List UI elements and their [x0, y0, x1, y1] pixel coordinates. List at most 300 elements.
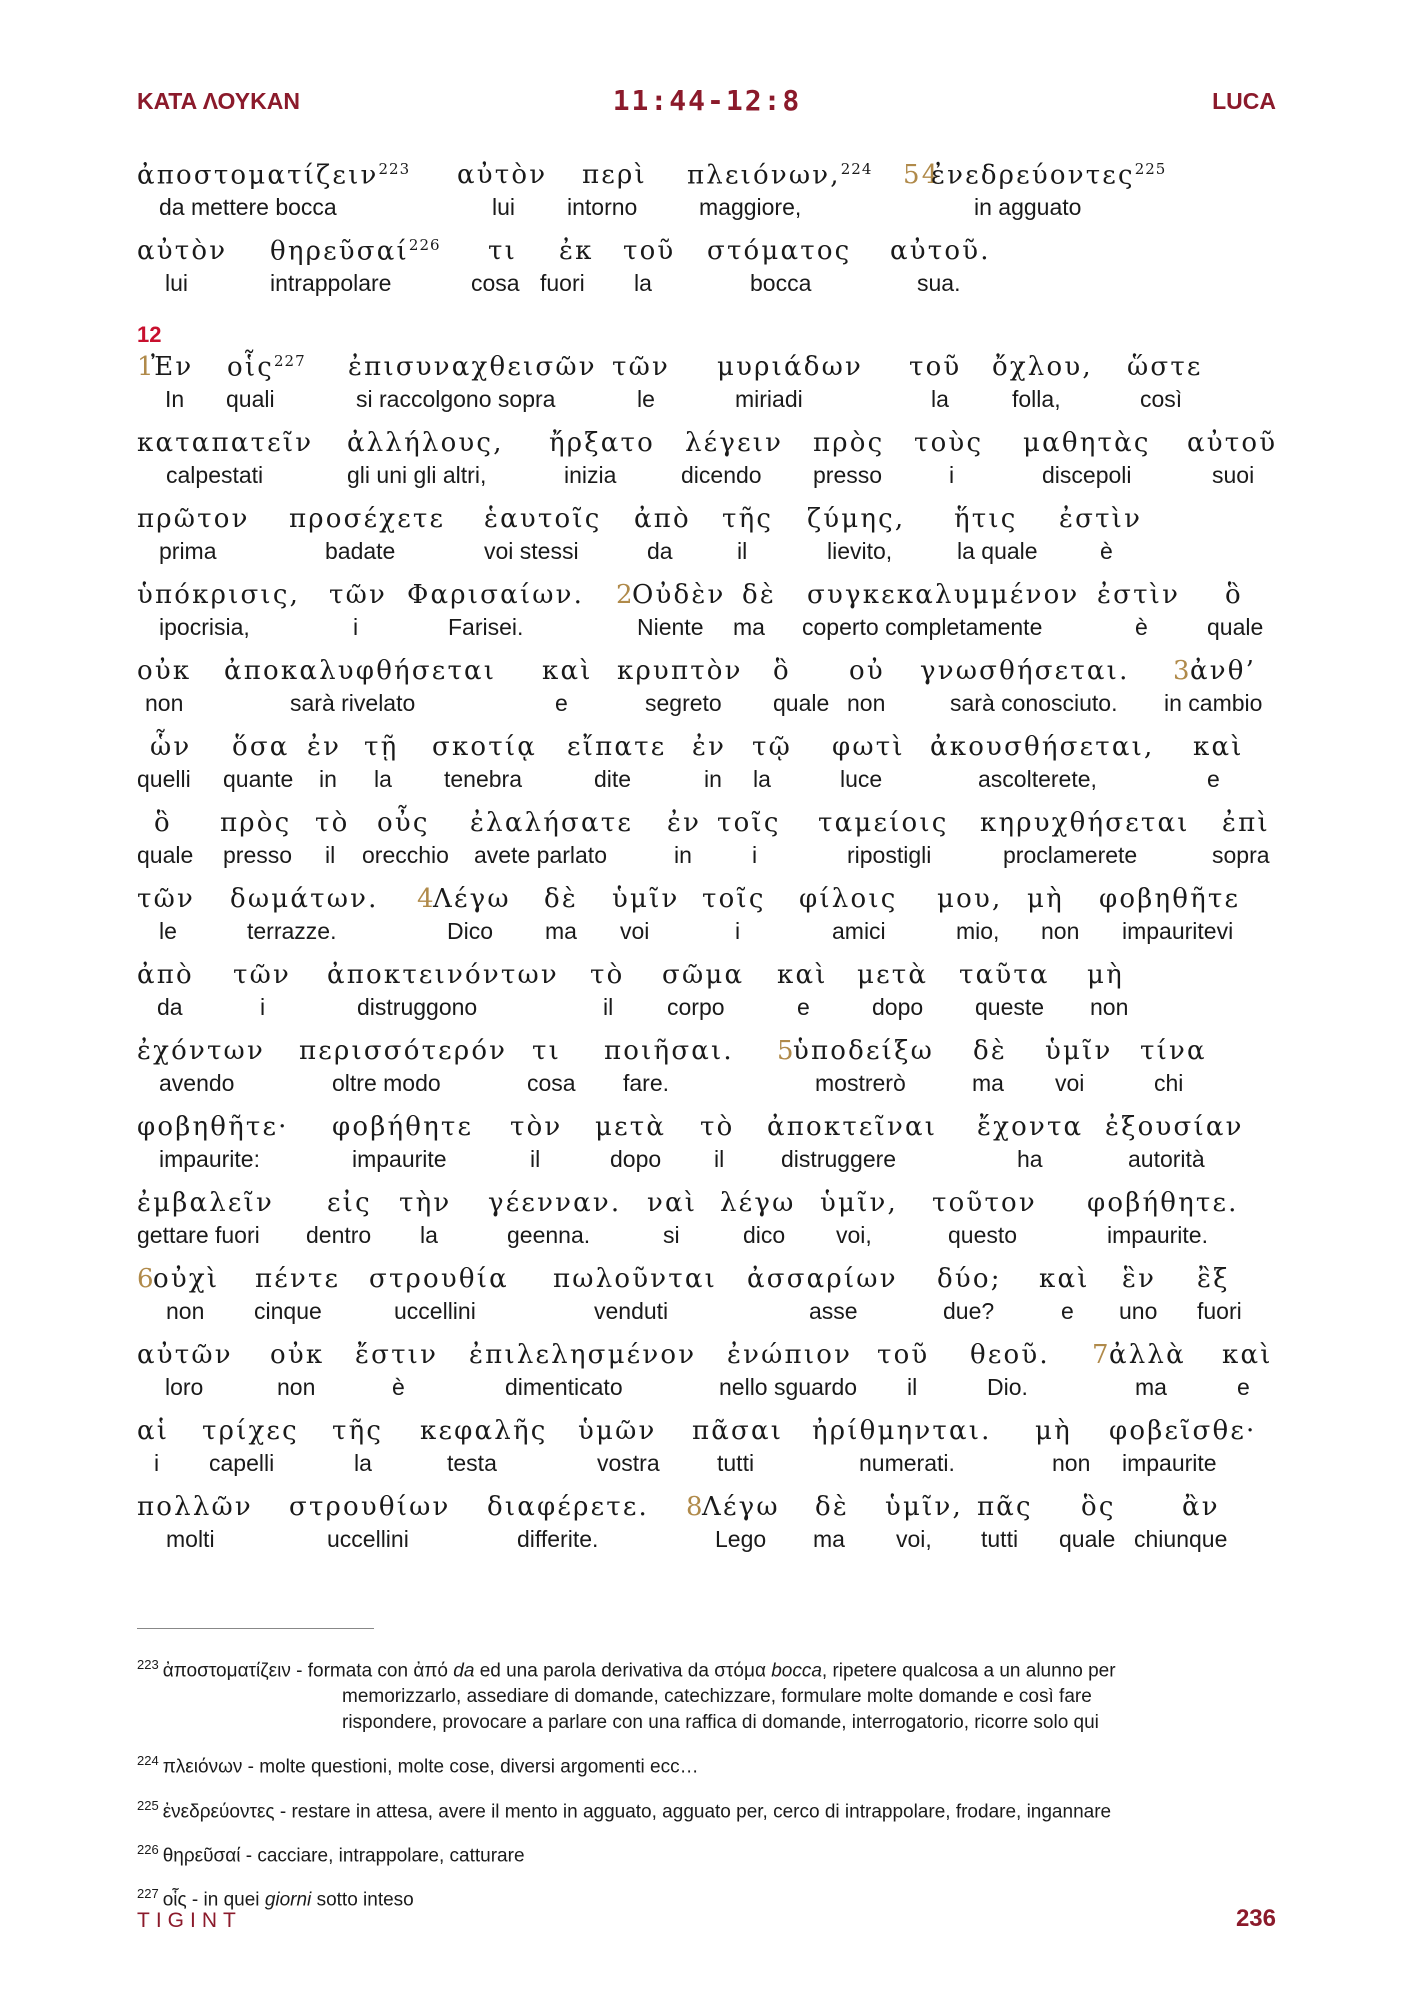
greek-word: ἑαυτοῖς — [484, 504, 602, 534]
interlinear-line — [137, 1492, 1279, 1568]
italian-gloss: coperto completamente — [802, 614, 1043, 640]
greek-word: φωτὶ — [832, 732, 905, 762]
italian-gloss: dentro — [306, 1222, 372, 1248]
greek-word: ταῦτα — [959, 960, 1050, 990]
italian-gloss: ipocrisia, — [159, 614, 250, 640]
greek-word: κεφαλῆς — [420, 1416, 548, 1446]
greek-word: τρίχες — [202, 1416, 299, 1446]
italian-gloss: inizia — [564, 462, 617, 488]
greek-word: καὶ — [777, 960, 828, 990]
italian-gloss: orecchio — [362, 842, 449, 868]
greek-word: φίλοις — [799, 884, 898, 914]
greek-word: ὥστε — [1127, 352, 1203, 382]
italian-gloss: uccellini — [394, 1298, 476, 1324]
greek-word: ἀπὸ — [634, 504, 691, 534]
italian-gloss: il — [907, 1374, 918, 1400]
footnote-number: 227 — [137, 1886, 159, 1902]
verse-number: 4 — [417, 884, 436, 914]
greek-word: τῶν — [329, 580, 387, 610]
greek-word: δὲ — [544, 884, 579, 914]
italian-gloss: sarà conosciuto. — [950, 690, 1118, 716]
greek-word: μὴ — [1087, 960, 1124, 990]
greek-word: Οὐδὲν — [632, 580, 726, 610]
italian-gloss: ma — [1135, 1374, 1167, 1400]
italian-gloss: mio, — [956, 918, 1000, 944]
greek-word: Λέγω — [702, 1492, 780, 1522]
greek-word: τῶν — [612, 352, 670, 382]
interlinear-line — [137, 656, 1279, 732]
footnote-ref[interactable]: 225 — [1134, 160, 1167, 178]
greek-word: τοῦ — [909, 352, 962, 382]
greek-word: οὖς — [377, 808, 430, 838]
italian-gloss: ma — [813, 1526, 845, 1552]
italian-gloss: è — [392, 1374, 405, 1400]
greek-word: πρὸς — [813, 428, 885, 458]
greek-word: φοβήθητε. — [1087, 1188, 1239, 1218]
interlinear-line — [137, 1112, 1279, 1188]
italian-gloss: Farisei. — [448, 614, 524, 640]
greek-word: μετὰ — [595, 1112, 667, 1142]
italian-gloss: quante — [223, 766, 294, 792]
greek-word: ζύμης, — [807, 504, 906, 534]
verse-number: 3 — [1173, 656, 1192, 686]
italian-gloss: sopra — [1212, 842, 1270, 868]
italian-gloss: venduti — [594, 1298, 669, 1324]
italian-gloss: e — [555, 690, 568, 716]
interlinear-line — [137, 1188, 1279, 1264]
verse-number: 2 — [616, 580, 635, 610]
greek-word: δὲ — [742, 580, 777, 610]
greek-word: τῆς — [722, 504, 774, 534]
greek-word: συγκεκαλυμμένον — [807, 580, 1080, 610]
greek-word: ἐχόντων — [137, 1036, 265, 1066]
greek-word: τι — [532, 1036, 561, 1066]
italian-gloss: da mettere bocca — [159, 194, 337, 220]
greek-word: ἐπὶ — [1222, 808, 1270, 838]
italian-gloss: il — [325, 842, 336, 868]
italian-gloss: numerati. — [859, 1450, 955, 1476]
italian-gloss: la — [420, 1222, 438, 1248]
italian-gloss: segreto — [645, 690, 722, 716]
italian-gloss: corpo — [667, 994, 725, 1020]
italian-gloss: i — [154, 1450, 160, 1476]
greek-word: αὐτοῦ — [1187, 428, 1278, 458]
italian-gloss: voi stessi — [484, 538, 579, 564]
italian-gloss: non — [1052, 1450, 1091, 1476]
italian-gloss: Niente — [637, 614, 704, 640]
greek-word: δωμάτων. — [230, 884, 379, 914]
greek-word: ταμείοις — [818, 808, 949, 838]
italian-gloss: mostrerò — [815, 1070, 906, 1096]
italian-gloss: sarà rivelato — [290, 690, 416, 716]
greek-word: τοῦ — [623, 236, 676, 266]
italian-gloss: e — [1207, 766, 1220, 792]
italian-gloss: da — [647, 538, 673, 564]
greek-word: ἐστὶν — [1059, 504, 1143, 534]
book-title-italian: LUCA — [1212, 88, 1276, 114]
verse-number: 54 — [903, 160, 941, 190]
italian-gloss: i — [949, 462, 955, 488]
italian-gloss: badate — [325, 538, 396, 564]
greek-word: τοῖς — [702, 884, 766, 914]
greek-word: ὑμῶν — [578, 1416, 657, 1446]
greek-word: κηρυχθήσεται — [980, 808, 1190, 838]
greek-word: τὸ — [315, 808, 350, 838]
greek-word: αὐτῶν — [137, 1340, 233, 1370]
greek-word: ἀποκτεινόντων — [327, 960, 559, 990]
greek-word: ἀλλὰ — [1109, 1340, 1186, 1370]
footnote-divider — [137, 1628, 374, 1629]
footnote-text: ἐνεδρεύοντες - restare in attesa, avere il mento in agguato, agguato per, cerco di intrappolare, frodare, ingannare — [162, 1800, 1112, 1822]
greek-word: ἐξουσίαν — [1105, 1112, 1244, 1142]
italian-gloss: nello sguardo — [719, 1374, 858, 1400]
page-footer — [0, 1905, 1414, 1945]
verse-number: 8 — [686, 1492, 705, 1522]
italian-gloss: la — [354, 1450, 372, 1476]
greek-word: ἐκ — [559, 236, 594, 266]
italian-gloss: differite. — [517, 1526, 599, 1552]
greek-word: εἴπατε — [567, 732, 667, 762]
italian-gloss: queste — [975, 994, 1045, 1020]
italian-gloss: quelli — [137, 766, 191, 792]
italian-gloss: Lego — [715, 1526, 767, 1552]
italian-gloss: cosa — [471, 270, 520, 296]
italian-gloss: le — [637, 386, 655, 412]
footnote-continuation: rispondere, provocare a parlare con una raffica di domande, interrogatorio, ricorre solo qui — [342, 1712, 1099, 1734]
greek-word: φοβηθῆτε· — [137, 1112, 289, 1142]
greek-word: μυριάδων — [717, 352, 864, 382]
footnote-text: ἀποστοματίζειν - formata con ἀπό da ed una parola derivativa da στόμα bocca, ripetere qualcosa a un alunno per — [162, 1660, 1116, 1682]
greek-word: ἐπιλελησμένον — [469, 1340, 697, 1370]
italian-gloss: chi — [1154, 1070, 1184, 1096]
greek-word: μὴ — [1035, 1416, 1072, 1446]
italian-gloss: bocca — [750, 270, 812, 296]
italian-gloss: Dico — [447, 918, 494, 944]
italian-gloss: calpestati — [166, 462, 264, 488]
italian-gloss: non — [1041, 918, 1080, 944]
italian-gloss: la — [634, 270, 652, 296]
greek-word: ἐπισυναχθεισῶν — [348, 352, 597, 382]
italian-gloss: impaurite: — [159, 1146, 260, 1172]
greek-word: καὶ — [1193, 732, 1244, 762]
interlinear-line — [137, 236, 1279, 312]
interlinear-line — [137, 1416, 1279, 1492]
greek-word: πᾶς — [977, 1492, 1033, 1522]
greek-word: τῆς — [332, 1416, 384, 1446]
italian-gloss: i — [735, 918, 741, 944]
footnote-number: 226 — [137, 1841, 159, 1857]
greek-word: ἥτις — [954, 504, 1018, 534]
italian-gloss: impaurite — [352, 1146, 447, 1172]
greek-word: τῇ — [364, 732, 399, 762]
greek-word: ἐν — [307, 732, 342, 762]
italian-gloss: uno — [1119, 1298, 1158, 1324]
italian-gloss: così — [1140, 386, 1183, 412]
italian-gloss: dopo — [610, 1146, 662, 1172]
greek-word: τῶν — [233, 960, 291, 990]
italian-gloss: non — [145, 690, 184, 716]
italian-gloss: quale — [137, 842, 194, 868]
greek-word: ἐν — [667, 808, 702, 838]
italian-gloss: ha — [1017, 1146, 1043, 1172]
italian-gloss: autorità — [1128, 1146, 1205, 1172]
greek-word: ἐμβαλεῖν — [137, 1188, 274, 1218]
greek-word: περὶ — [582, 160, 647, 190]
footnote-ref[interactable]: 226 — [408, 236, 441, 254]
greek-word: ἀπὸ — [137, 960, 194, 990]
page-header — [0, 84, 1414, 124]
greek-word: ἔστιν — [355, 1340, 439, 1370]
interlinear-line — [137, 160, 1279, 236]
greek-word: ὑμῖν — [612, 884, 680, 914]
greek-word: φοβήθητε — [332, 1112, 474, 1142]
greek-word: καὶ — [542, 656, 593, 686]
greek-word: ἔχοντα — [977, 1112, 1084, 1142]
greek-word: ναὶ — [647, 1188, 698, 1218]
italian-gloss: terrazze. — [247, 918, 337, 944]
italian-gloss: Dio. — [987, 1374, 1028, 1400]
italian-gloss: in — [704, 766, 722, 792]
italian-gloss: la quale — [957, 538, 1038, 564]
greek-word: ἠρίθμηνται. — [812, 1416, 992, 1446]
greek-word: ἒξ — [1197, 1264, 1230, 1294]
italian-gloss: dite — [594, 766, 632, 792]
greek-word: αἱ — [137, 1416, 170, 1446]
italian-gloss: chiunque — [1134, 1526, 1228, 1552]
greek-word: οὐ — [849, 656, 885, 686]
italian-gloss: non — [166, 1298, 205, 1324]
greek-word: οὐκ — [270, 1340, 325, 1370]
greek-word: καὶ — [1039, 1264, 1090, 1294]
greek-word: στόματος — [707, 236, 852, 266]
greek-word: δύο; — [937, 1264, 1002, 1294]
greek-word: ὄχλου, — [992, 352, 1093, 382]
italian-gloss: è — [1135, 614, 1148, 640]
greek-word: πέντε — [255, 1264, 341, 1294]
italian-gloss: suoi — [1212, 462, 1255, 488]
italian-gloss: dico — [743, 1222, 786, 1248]
italian-gloss: dimenticato — [505, 1374, 623, 1400]
italian-gloss: distruggere — [781, 1146, 897, 1172]
greek-word: γέενναν. — [488, 1188, 622, 1218]
italian-gloss: geenna. — [507, 1222, 591, 1248]
italian-gloss: quali — [226, 386, 275, 412]
italian-gloss: voi, — [836, 1222, 872, 1248]
italian-gloss: oltre modo — [332, 1070, 441, 1096]
italian-gloss: ripostigli — [847, 842, 932, 868]
italian-gloss: fuori — [1197, 1298, 1242, 1324]
italian-gloss: in — [674, 842, 692, 868]
italian-gloss: voi, — [896, 1526, 932, 1552]
greek-word: ἀποκτεῖναι — [767, 1112, 938, 1142]
greek-word: πᾶσαι — [692, 1416, 784, 1446]
verse-number: 7 — [1092, 1340, 1111, 1370]
greek-word: ἂν — [1182, 1492, 1220, 1522]
italian-gloss: quale — [773, 690, 830, 716]
footnote — [137, 1793, 1279, 1825]
italian-gloss: si — [663, 1222, 680, 1248]
italian-gloss: vostra — [597, 1450, 660, 1476]
greek-word: ἐστὶν — [1097, 580, 1181, 610]
greek-word: μετὰ — [857, 960, 929, 990]
greek-word: εἰς — [327, 1188, 372, 1218]
italian-gloss: è — [1100, 538, 1113, 564]
italian-gloss: gettare fuori — [137, 1222, 260, 1248]
interlinear-line — [137, 504, 1279, 580]
greek-word: αὐτοῦ. — [890, 236, 991, 266]
greek-word: ἀλλήλους, — [347, 428, 504, 458]
italian-gloss: proclamerete — [1003, 842, 1138, 868]
greek-word: θεοῦ. — [970, 1340, 1050, 1370]
italian-gloss: impauritevi — [1122, 918, 1234, 944]
italian-gloss: ma — [545, 918, 577, 944]
italian-gloss: da — [157, 994, 183, 1020]
italian-gloss: ascolterete, — [978, 766, 1097, 792]
greek-word: Φαρισαίων. — [407, 580, 585, 610]
verse-range: 11:44-12:8 — [612, 84, 802, 117]
italian-gloss: miriadi — [735, 386, 803, 412]
italian-gloss: gli uni gli altri, — [347, 462, 487, 488]
greek-word: καὶ — [1222, 1340, 1273, 1370]
greek-word: ἀνθ’ — [1190, 656, 1257, 686]
italian-gloss: cosa — [527, 1070, 576, 1096]
footnote — [137, 1748, 1279, 1780]
greek-word: πλειόνων,$^{224}$ — [687, 160, 873, 191]
italian-gloss: e — [1237, 1374, 1250, 1400]
italian-gloss: prima — [159, 538, 217, 564]
footnote-text: οἷς - in quei giorni sotto inteso — [162, 1889, 414, 1911]
italian-gloss: fare. — [623, 1070, 670, 1096]
greek-word: σῶμα — [662, 960, 745, 990]
greek-word: ἤρξατο — [549, 428, 655, 458]
italian-gloss: il — [737, 538, 748, 564]
italian-gloss: e — [797, 994, 810, 1020]
greek-word: τὴν — [399, 1188, 452, 1218]
greek-word: λέγω — [720, 1188, 796, 1218]
greek-word: τὸ — [590, 960, 625, 990]
greek-word: στρουθία — [369, 1264, 509, 1294]
italian-gloss: amici — [832, 918, 886, 944]
greek-word: φοβηθῆτε — [1099, 884, 1241, 914]
greek-word: ὑμῖν — [1045, 1036, 1113, 1066]
italian-gloss: tutti — [717, 1450, 755, 1476]
italian-gloss: tenebra — [444, 766, 523, 792]
italian-gloss: maggiore, — [699, 194, 802, 220]
italian-gloss: il — [530, 1146, 541, 1172]
greek-word: ὧν — [150, 732, 192, 762]
interlinear-line — [137, 1340, 1279, 1416]
greek-word: τοῖς — [717, 808, 781, 838]
interlinear-line — [137, 808, 1279, 884]
greek-word: ποιῆσαι. — [604, 1036, 734, 1066]
italian-gloss: il — [603, 994, 614, 1020]
greek-word: σκοτίᾳ — [432, 732, 537, 762]
verse-number: 1 — [137, 352, 156, 382]
greek-word: τοὺς — [914, 428, 984, 458]
italian-gloss: questo — [948, 1222, 1018, 1248]
greek-word: πωλοῦνται — [553, 1264, 717, 1294]
verse-number: 6 — [137, 1264, 156, 1294]
greek-word: ἐνώπιον — [727, 1340, 853, 1370]
italian-gloss: intorno — [567, 194, 638, 220]
greek-word: πρῶτον — [137, 504, 250, 534]
italian-gloss: distruggono — [357, 994, 478, 1020]
italian-gloss: i — [260, 994, 266, 1020]
italian-gloss: quale — [1207, 614, 1264, 640]
greek-word: τὸν — [510, 1112, 563, 1142]
greek-word: ἀποστοματίζειν$^{223}$ — [137, 160, 411, 191]
greek-word: ἐν — [692, 732, 727, 762]
interlinear-line — [137, 732, 1279, 808]
italian-gloss: i — [752, 842, 758, 868]
greek-word: ὃ — [1225, 580, 1243, 610]
italian-gloss: la — [374, 766, 392, 792]
greek-word: ὃ — [773, 656, 791, 686]
greek-word: προσέχετε — [289, 504, 446, 534]
footnote-ref[interactable]: 224 — [840, 160, 873, 178]
italian-gloss: dicendo — [681, 462, 762, 488]
italian-gloss: molti — [166, 1526, 215, 1552]
italian-gloss: intrappolare — [270, 270, 392, 296]
greek-word: πολλῶν — [137, 1492, 253, 1522]
greek-word: τίνα — [1140, 1036, 1207, 1066]
greek-word: ὃ — [154, 808, 172, 838]
footnote-number: 224 — [137, 1753, 159, 1769]
italian-gloss: luce — [840, 766, 883, 792]
greek-word: ἀσσαρίων — [747, 1264, 898, 1294]
italian-gloss: dopo — [872, 994, 924, 1020]
italian-gloss: avete parlato — [474, 842, 607, 868]
footnote-ref[interactable]: 227 — [274, 352, 306, 370]
greek-word: ὑμῖν, — [885, 1492, 963, 1522]
interlinear-line — [137, 1036, 1279, 1112]
italian-gloss: si raccolgono sopra — [356, 386, 556, 412]
italian-gloss: cinque — [254, 1298, 322, 1324]
footnote — [137, 1652, 1279, 1736]
greek-word: ἀκουσθήσεται, — [930, 732, 1155, 762]
footnote-ref[interactable]: 223 — [378, 160, 411, 178]
interlinear-line — [137, 960, 1279, 1036]
italian-gloss: il — [714, 1146, 725, 1172]
footnote-number: 225 — [137, 1797, 159, 1813]
interlinear-line — [137, 884, 1279, 960]
italian-gloss: impaurite — [1122, 1450, 1217, 1476]
greek-word: Ἐν — [151, 352, 194, 382]
greek-word: τὸ — [700, 1112, 735, 1142]
interlinear-text — [137, 160, 1279, 1568]
greek-word: ἐλαλήσατε — [470, 808, 634, 838]
italian-gloss: quale — [1059, 1526, 1116, 1552]
interlinear-line — [137, 1264, 1279, 1340]
publisher-label: TIGINT — [137, 1909, 242, 1932]
footnote-text: θηρεῦσαί - cacciare, intrappolare, catturare — [162, 1845, 525, 1867]
italian-gloss: tutti — [981, 1526, 1019, 1552]
greek-word: τῶν — [137, 884, 195, 914]
italian-gloss: voi — [620, 918, 650, 944]
greek-word: τοῦτον — [932, 1188, 1037, 1218]
italian-gloss: in agguato — [974, 194, 1082, 220]
greek-word: γνωσθήσεται. — [920, 656, 1130, 686]
greek-word: Λέγω — [433, 884, 511, 914]
greek-word: τῷ — [752, 732, 792, 762]
italian-gloss: discepoli — [1042, 462, 1132, 488]
greek-word: τοῦ — [877, 1340, 930, 1370]
greek-word: πρὸς — [220, 808, 292, 838]
footnote-text: πλειόνων - molte questioni, molte cose, diversi argomenti ecc… — [162, 1756, 699, 1778]
greek-word: μαθητὰς — [1023, 428, 1151, 458]
italian-gloss: loro — [165, 1374, 204, 1400]
footnote-continuation: memorizzarlo, assediare di domande, catechizzare, formulare molte domande e così fare — [342, 1686, 1092, 1708]
